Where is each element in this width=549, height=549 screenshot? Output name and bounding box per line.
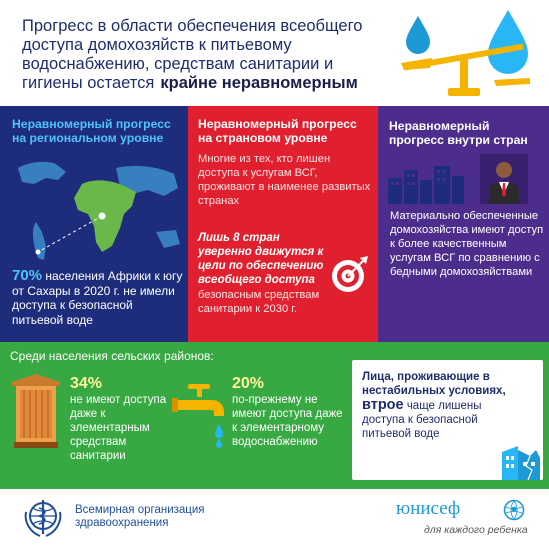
regional-stat bbox=[12, 269, 184, 327]
unicef-tagline: для каждого ребенка bbox=[424, 524, 528, 536]
unicef-name: юнисеф bbox=[396, 498, 461, 519]
header bbox=[0, 0, 549, 106]
target-icon bbox=[330, 254, 370, 294]
faucet-icon bbox=[172, 382, 230, 448]
fragile-line-1: Лица, проживающие в нестабильных условиях, bbox=[362, 371, 506, 397]
rural-title: Среди населения сельских районов: bbox=[10, 349, 214, 363]
fragile-line-2: чаще лишены доступа к безопасной питьевой воде bbox=[362, 400, 482, 440]
who-emblem-icon bbox=[22, 498, 64, 538]
world-map-icon bbox=[8, 160, 183, 270]
regional-stat-text: населения Африки к югу от Сахары в 2020 г. не имели доступа к безопасной питьевой воде bbox=[12, 269, 183, 327]
title-highlight: крайне неравномерным bbox=[160, 74, 358, 92]
rural-stat-sanitation-value: 34% bbox=[70, 375, 103, 392]
rural-stat-water bbox=[232, 375, 347, 449]
regional-title: Неравномерный прогресс на региональном уровне bbox=[12, 117, 171, 145]
page-title bbox=[22, 17, 392, 93]
within-panel bbox=[378, 106, 549, 342]
who-name-line-1: Всемирная организация bbox=[75, 504, 205, 516]
rural-stat-water-text: по-прежнему не имеют доступа даже к элементарному водоснабжению bbox=[232, 394, 343, 448]
who-name bbox=[75, 504, 205, 530]
fragile-text bbox=[362, 370, 520, 441]
within-title: Неравномерный прогресс внутри стран bbox=[389, 119, 528, 147]
country-panel bbox=[188, 106, 378, 342]
who-name-line-2: здравоохранения bbox=[75, 517, 169, 529]
regional-stat-value: 70% bbox=[12, 267, 43, 284]
country-text-3: безопасным средствам санитарии к 2030 г. bbox=[198, 289, 320, 315]
city-buildings-icon bbox=[388, 164, 488, 204]
country-text-1: Многие из тех, кто лишен доступа к услугам ВСГ, проживают в наименее развитых странах bbox=[198, 153, 371, 207]
country-title: Неравномерный прогресс на страновом уровне bbox=[198, 117, 357, 145]
damaged-building-icon bbox=[500, 442, 542, 480]
rural-stat-sanitation-text: не имеют доступа даже к элементарным средствам санитарии bbox=[70, 394, 167, 462]
rural-section bbox=[0, 342, 549, 489]
fragile-emphasis: втрое bbox=[362, 397, 404, 413]
within-text: Материально обеспеченные домохозяйства имеют доступ к более качественным услугам ВСГ по сравнению с бедными домохозяйствами bbox=[390, 210, 544, 278]
rural-stat-sanitation bbox=[70, 375, 180, 463]
businessman-icon bbox=[480, 154, 528, 204]
country-text-2: Лишь 8 стран уверенно движутся к цели по обеспечению всеобщего доступа bbox=[198, 232, 324, 286]
footer bbox=[0, 489, 549, 549]
regional-panel bbox=[0, 106, 188, 342]
fragile-settings-box bbox=[352, 360, 543, 480]
scale-icon bbox=[396, 8, 546, 102]
unicef-emblem-icon bbox=[503, 499, 525, 521]
latrine-icon bbox=[10, 372, 62, 450]
rural-stat-water-value: 20% bbox=[232, 375, 265, 392]
title-text: Прогресс в области обеспечения всеобщего доступа домохозяйств к питьевому водоснабжению, средствам санитарии и гигиены остается bbox=[22, 17, 363, 92]
